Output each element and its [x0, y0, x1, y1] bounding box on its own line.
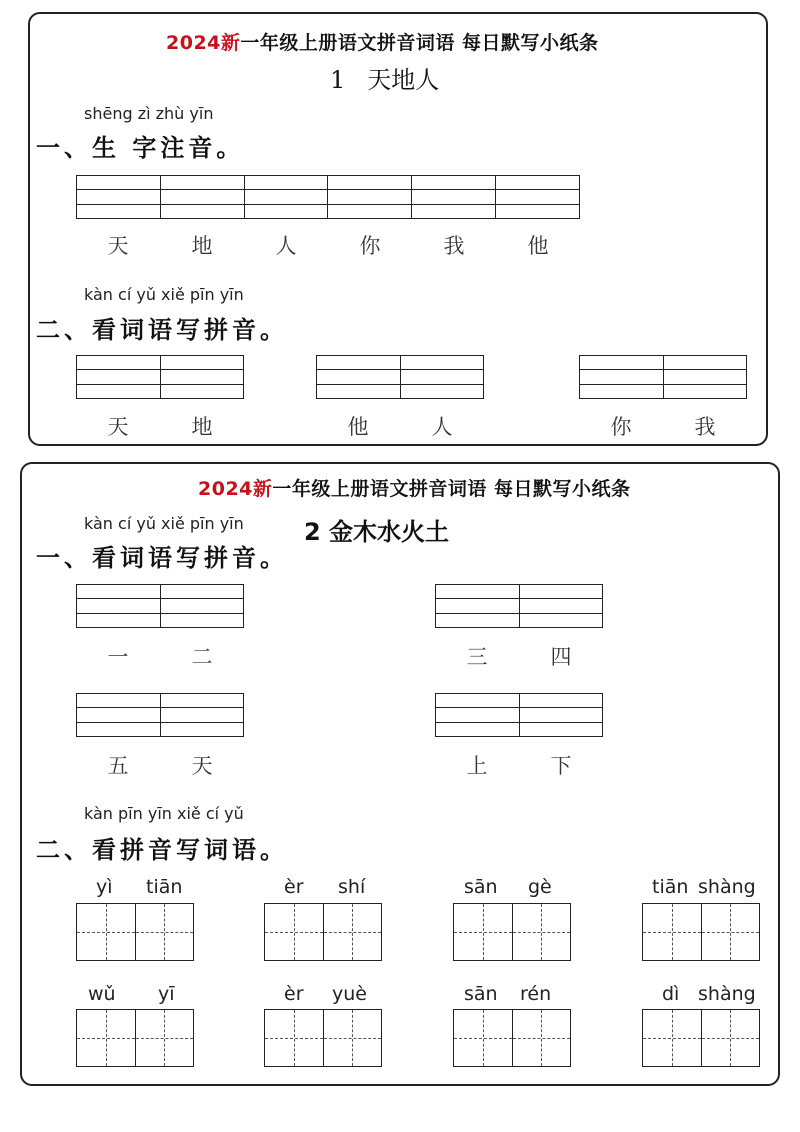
card2-char-grid[interactable]	[264, 1009, 382, 1067]
card2-section2-pinyin: kàn pīn yīn xiě cí yǔ	[84, 804, 244, 823]
card2-char-grid[interactable]	[264, 903, 382, 961]
card1-char: 人	[275, 234, 297, 258]
card2-section1-pinyin: kàn cí yǔ xiě pīn yīn	[84, 514, 244, 533]
card1-word-char: 他	[347, 415, 369, 439]
card2-word-char: 上	[466, 754, 488, 778]
card2-grid-pinyin: rén	[520, 983, 552, 1005]
card1-word-char: 地	[191, 415, 213, 439]
card2-word-char: 四	[550, 645, 572, 669]
card2-word-char: 下	[550, 754, 572, 778]
card2-word-char: 天	[191, 754, 213, 778]
card1-word-writing-lines[interactable]	[76, 355, 244, 399]
card1-header	[166, 28, 599, 55]
card2-grid-pinyin: yuè	[332, 983, 367, 1005]
card1-char: 地	[191, 234, 213, 258]
card2-char-grid[interactable]	[453, 903, 571, 961]
card2-grid-pinyin: gè	[528, 876, 552, 898]
card2-grid-pinyin: sān	[464, 876, 498, 898]
card1-pinyin-writing-lines[interactable]	[76, 175, 580, 219]
card2-word-char: 三	[466, 645, 488, 669]
card2-header-text: 一年级上册语文拼音词语 每日默写小纸条	[272, 478, 631, 500]
card1-char: 天	[107, 234, 129, 258]
card2-char-grid[interactable]	[642, 903, 760, 961]
card2-grid-pinyin: tiān	[652, 876, 689, 898]
card2-grid-pinyin: sān	[464, 983, 498, 1005]
card2-char-grid[interactable]	[76, 1009, 194, 1067]
card1-word-writing-lines[interactable]	[579, 355, 747, 399]
card1-section1-title: 一、生 字注音。	[36, 134, 245, 162]
card2-section2-title: 二、看拼音写词语。	[36, 836, 288, 864]
card1-char: 你	[359, 234, 381, 258]
card2-grid-pinyin: shàng	[698, 983, 756, 1005]
card2-section1-title: 一、看词语写拼音。	[36, 544, 288, 572]
card1-lesson-title	[330, 60, 439, 95]
card1-lesson-name: 天地人	[367, 66, 440, 94]
card1-char: 他	[527, 234, 549, 258]
card1-section2-title: 二、看词语写拼音。	[36, 316, 288, 344]
card2-header-year: 2024新	[198, 478, 273, 500]
card2-word-writing-lines[interactable]	[435, 584, 603, 628]
card2-word-char: 二	[191, 645, 213, 669]
card2-grid-pinyin: yī	[158, 983, 175, 1005]
card2-word-writing-lines[interactable]	[76, 584, 244, 628]
card1-header-text: 一年级上册语文拼音词语 每日默写小纸条	[240, 32, 599, 54]
card2-char-grid[interactable]	[453, 1009, 571, 1067]
card2-header	[198, 474, 631, 501]
card2-word-char: 一	[107, 645, 129, 669]
card1-lesson-number: 1	[330, 66, 346, 94]
card2-lesson-title: 2 金木水火土	[304, 518, 450, 546]
card1-word-char: 我	[694, 415, 716, 439]
card1-header-year: 2024新	[166, 32, 241, 54]
card1-section1-pinyin: shēng zì zhù yīn	[84, 104, 214, 123]
card1-section2-pinyin: kàn cí yǔ xiě pīn yīn	[84, 285, 244, 304]
card2-grid-pinyin: wǔ	[88, 983, 116, 1005]
card2-grid-pinyin: èr	[284, 983, 304, 1005]
card1-char: 我	[443, 234, 465, 258]
card2-grid-pinyin: tiān	[146, 876, 183, 898]
card1-word-writing-lines[interactable]	[316, 355, 484, 399]
card1-word-char: 天	[107, 415, 129, 439]
card2-word-char: 五	[107, 754, 129, 778]
card1-word-char: 人	[431, 415, 453, 439]
card2-word-writing-lines[interactable]	[76, 693, 244, 737]
card2-grid-pinyin: shí	[338, 876, 366, 898]
card1-word-char: 你	[610, 415, 632, 439]
card2-word-writing-lines[interactable]	[435, 693, 603, 737]
card2-grid-pinyin: shàng	[698, 876, 756, 898]
card2-grid-pinyin: yì	[96, 876, 113, 898]
card2-grid-pinyin: èr	[284, 876, 304, 898]
card2-grid-pinyin: dì	[662, 983, 680, 1005]
card2-char-grid[interactable]	[76, 903, 194, 961]
card2-char-grid[interactable]	[642, 1009, 760, 1067]
